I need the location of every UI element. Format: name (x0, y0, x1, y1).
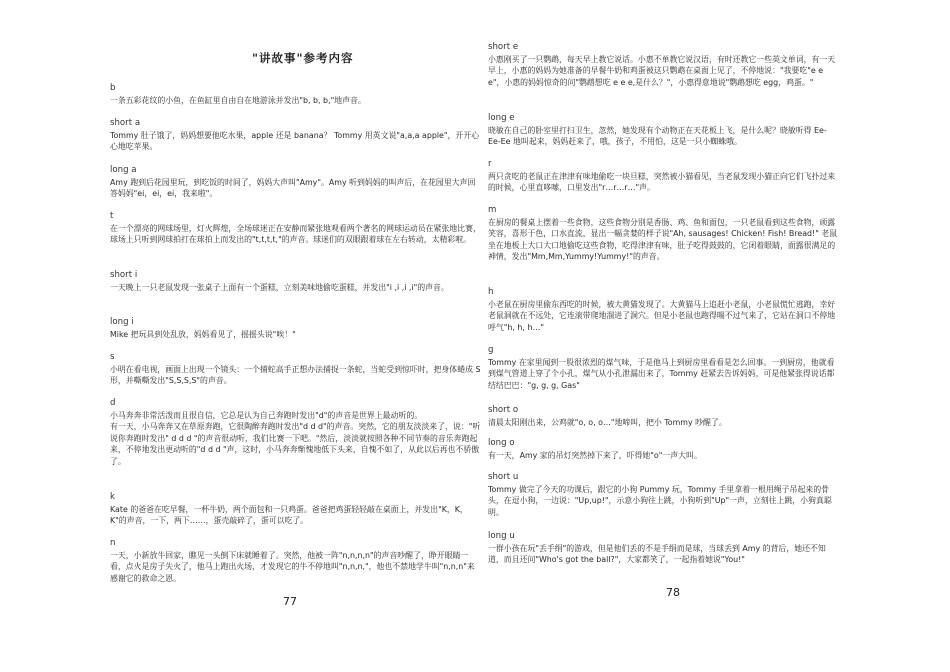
entry-text: 小马奔奔非常活泼而且很自信，它总是认为自己奔跑时发出"d"的声音是世界上最动听的。 有一天，小马奔奔又在草原奔跑，它很陶醉奔跑时发出"d d d"的声音。突然，它的朋友淡淡来了，说："听说你奔跑时发出" d d d "的声音很动听，我们比赛一下吧。"然后，淡淡就按照各种不同节奏的音乐奔跑起来，不停地发出更动听的"d d d "声，这时，小马奔奔惭愧地低下头来，自愧不如了，从此以后再也不骄傲了。 (110, 411, 481, 466)
entry-long-a (110, 165, 482, 200)
entry-text: 一条五彩花纹的小鱼，在鱼缸里自由自在地游泳并发出"b, b, b,"地声音。 (110, 96, 366, 105)
entry-text: 小惠刚买了一只鹦鹉，每天早上教它说话。小惠不单教它说汉语，有时还教它一些英文单词，有一天早上，小惠的妈妈为她准备的早餐牛奶和鸡蛋被这只鹦鹉在桌面上见了，不停地说："我要吃"e e e"，小惠的妈妈惊奇的问"鹦鹉想吃 e e e,是什么？"，小惠得意地说"鹦鹉想吃 egg，鸡蛋。" (488, 55, 836, 87)
entry-t (110, 211, 482, 246)
entry-heading: short e (488, 42, 519, 52)
entry-m (488, 205, 838, 263)
entry-heading: long u (488, 531, 515, 541)
entry-text: 清晨太阳刚出来，公鸡就"o, o, o…"地啼叫，把小 Tommy 吵醒了。 (488, 418, 727, 427)
entry-heading: b (110, 83, 116, 93)
left-page (110, 0, 482, 672)
entry-b (110, 83, 482, 106)
entry-heading: h (488, 287, 494, 297)
entry-heading: m (488, 205, 497, 215)
page-number: 77 (283, 595, 297, 608)
entry-s (110, 352, 482, 387)
entry-text: 小明在看电视，画面上出现一个镜头：一个捕蛇高手正想办法捕捉一条蛇，当蛇受到惊吓时，把身体蜷成 S 形，并嘶嘶发出"S,S,S,S"的声音。 (110, 365, 481, 386)
entry-heading: t (110, 211, 114, 221)
entry-h (488, 287, 838, 333)
entry-g (488, 345, 838, 391)
entry-text: 在厨房的餐桌上摆着一些食物，这些食物分别是香肠、鸡、鱼和面包，一只老鼠看到这些食物，顽露笑容，喜形于色，口水直流，显出一幅贪婪的样子说"Ah, sausages! Chicken! Fish! Bread!" 老鼠坐在地板上大口大口地偷吃这些食物，吃得津津有味，肚子吃得鼓鼓的，它闭着眼睛，面露很满足的神情，发出"Mm,Mm,Yummy!Yummy!"的声音。 (488, 218, 838, 262)
entry-short-o (488, 405, 838, 428)
entry-d (110, 398, 482, 467)
entry-k (110, 492, 482, 527)
entry-long-e (488, 113, 838, 148)
entry-short-i (110, 270, 482, 293)
entry-r (488, 159, 838, 194)
page-title: "讲故事"参考内容 (252, 50, 354, 65)
entry-long-i (110, 317, 482, 340)
entry-short-u (488, 472, 838, 518)
entry-text: 有一天，Amy 家的吊灯突然掉下来了，吓得她"o"一声大叫。 (488, 451, 702, 460)
entry-heading: s (110, 352, 115, 362)
page-number: 78 (666, 586, 680, 599)
entry-text: 一天，小新放牛回家，瞧见一头倒下床就睡着了。突然，他被一阵"n,n,n,n"的声音吵醒了，睁开眼睛一看，点火是房子失火了，他马上跑出火场，才发现它的牛不停地叫"n,n,n,"，他也不禁地学牛叫"n,n,n"来感谢它的救命之恩。 (110, 551, 475, 583)
entry-heading: g (488, 345, 494, 355)
entry-text: Tommy 做完了今天的功课后，跟它的小狗 Pummy 玩，Tommy 手里拿着一根用绳子吊起来的骨头，在逗小狗，一边说："Up,up!"，示意小狗往上跳，小狗听到"Up"一声，立刻往上跳，小狗真聪明。 (488, 485, 832, 517)
entry-text: 一群小孩在玩"丢手绢"的游戏，但是他们丢的不是手绢而是球，当球丢到 Amy 的背后，她还不知道，而且还问"Who's got the ball?"，大家都笑了，一起指着她说"You!" (488, 544, 826, 565)
entry-text: 在一个漂亮的网球场里，灯火辉煌，全场球迷正在安静而紧张地观看两个著名的网球运动员在紧张地比赛，球场上只听到网球拍打在球拍上而发出的"t,t,t,t,"的声音。球迷们的双眼跟着球在左右转动，太精彩啦。 (110, 224, 481, 245)
entry-heading: long o (488, 438, 515, 448)
entry-text: Kate 的爸爸在吃早餐，一杯牛奶，两个面包和一只鸡蛋。爸爸把鸡蛋轻轻敲在桌面上，并发出"K，K，K"的声音，一下，两下……，蛋壳敲碎了，蛋可以吃了。 (110, 505, 468, 526)
entry-heading: n (110, 538, 116, 548)
entry-heading: short a (110, 118, 141, 128)
entry-text: Tommy 在家里闻到一股很浓烈的煤气味，于是他马上到厨房里看看是怎么回事。一到厨房，他就看到煤气管道上穿了个小孔，煤气从小孔泄漏出来了，Tommy 赶紧去告诉妈妈，可是他紧张得说话都结结巴巴："g, g, g, Gas" (488, 358, 835, 390)
entry-heading: long a (110, 165, 137, 175)
entry-long-o (488, 438, 838, 461)
entry-long-u (488, 531, 838, 566)
entry-heading: r (488, 159, 492, 169)
entry-heading: short o (488, 405, 519, 415)
entry-text: 晓敏在自己的卧室里打扫卫生，忽然，她发现有个动物正在天花板上飞，是什么呢？晓敏听得 Ee-Ee-Ee 地叫起来，妈妈赶来了，哦，孩子，不用怕，这是一只小蜘蛛哦。 (488, 126, 827, 147)
entry-text: 两只贪吃的老鼠正在津津有味地偷吃一块旦糕，突然被小猫看见，当老鼠发现小猫正向它们飞扑过来的时候，心里直哆嗦，口里发出"r…r…r…"声。 (488, 172, 836, 193)
entry-heading: long i (110, 317, 134, 327)
right-page (488, 0, 838, 672)
entry-short-e (488, 42, 838, 88)
entry-text: 一天晚上一只老鼠发现一张桌子上面有一个蛋糕，立刻美味地偷吃蛋糕，并发出"i ,i ,i ,i"的声音。 (110, 283, 449, 292)
entry-text: 小老鼠在厨房里偷东西吃的时候，被大黄猫发现了。大黄猫马上追赶小老鼠，小老鼠慌忙逃跑，幸好老鼠洞就在不远处，它连滚带爬地溜进了洞穴。但是小老鼠也跑得喘不过气来了，它站在洞口不停地呼气"h, h, h…" (488, 300, 836, 332)
entry-text: Tommy 肚子饿了，妈妈想要他吃水果，apple 还是 banana？ Tommy 用英文说"a,a,a apple"，开开心心地吃苹果。 (110, 131, 480, 152)
entry-heading: short i (110, 270, 138, 280)
entry-short-a (110, 118, 482, 153)
entry-text: Amy 跑到后花园里玩，到吃饭的时间了，妈妈大声叫"Amy"。Amy 听到妈妈的叫声后，在花园里大声回答妈妈"ei，ei，ei，我来啦"。 (110, 178, 476, 199)
entry-text: Mike 把玩具到处乱放，妈妈看见了，摇摇头说"唉！" (110, 330, 296, 339)
entry-heading: d (110, 398, 116, 408)
entry-heading: k (110, 492, 115, 502)
entry-heading: short u (488, 472, 519, 482)
entry-n (110, 538, 482, 584)
entry-heading: long e (488, 113, 515, 123)
